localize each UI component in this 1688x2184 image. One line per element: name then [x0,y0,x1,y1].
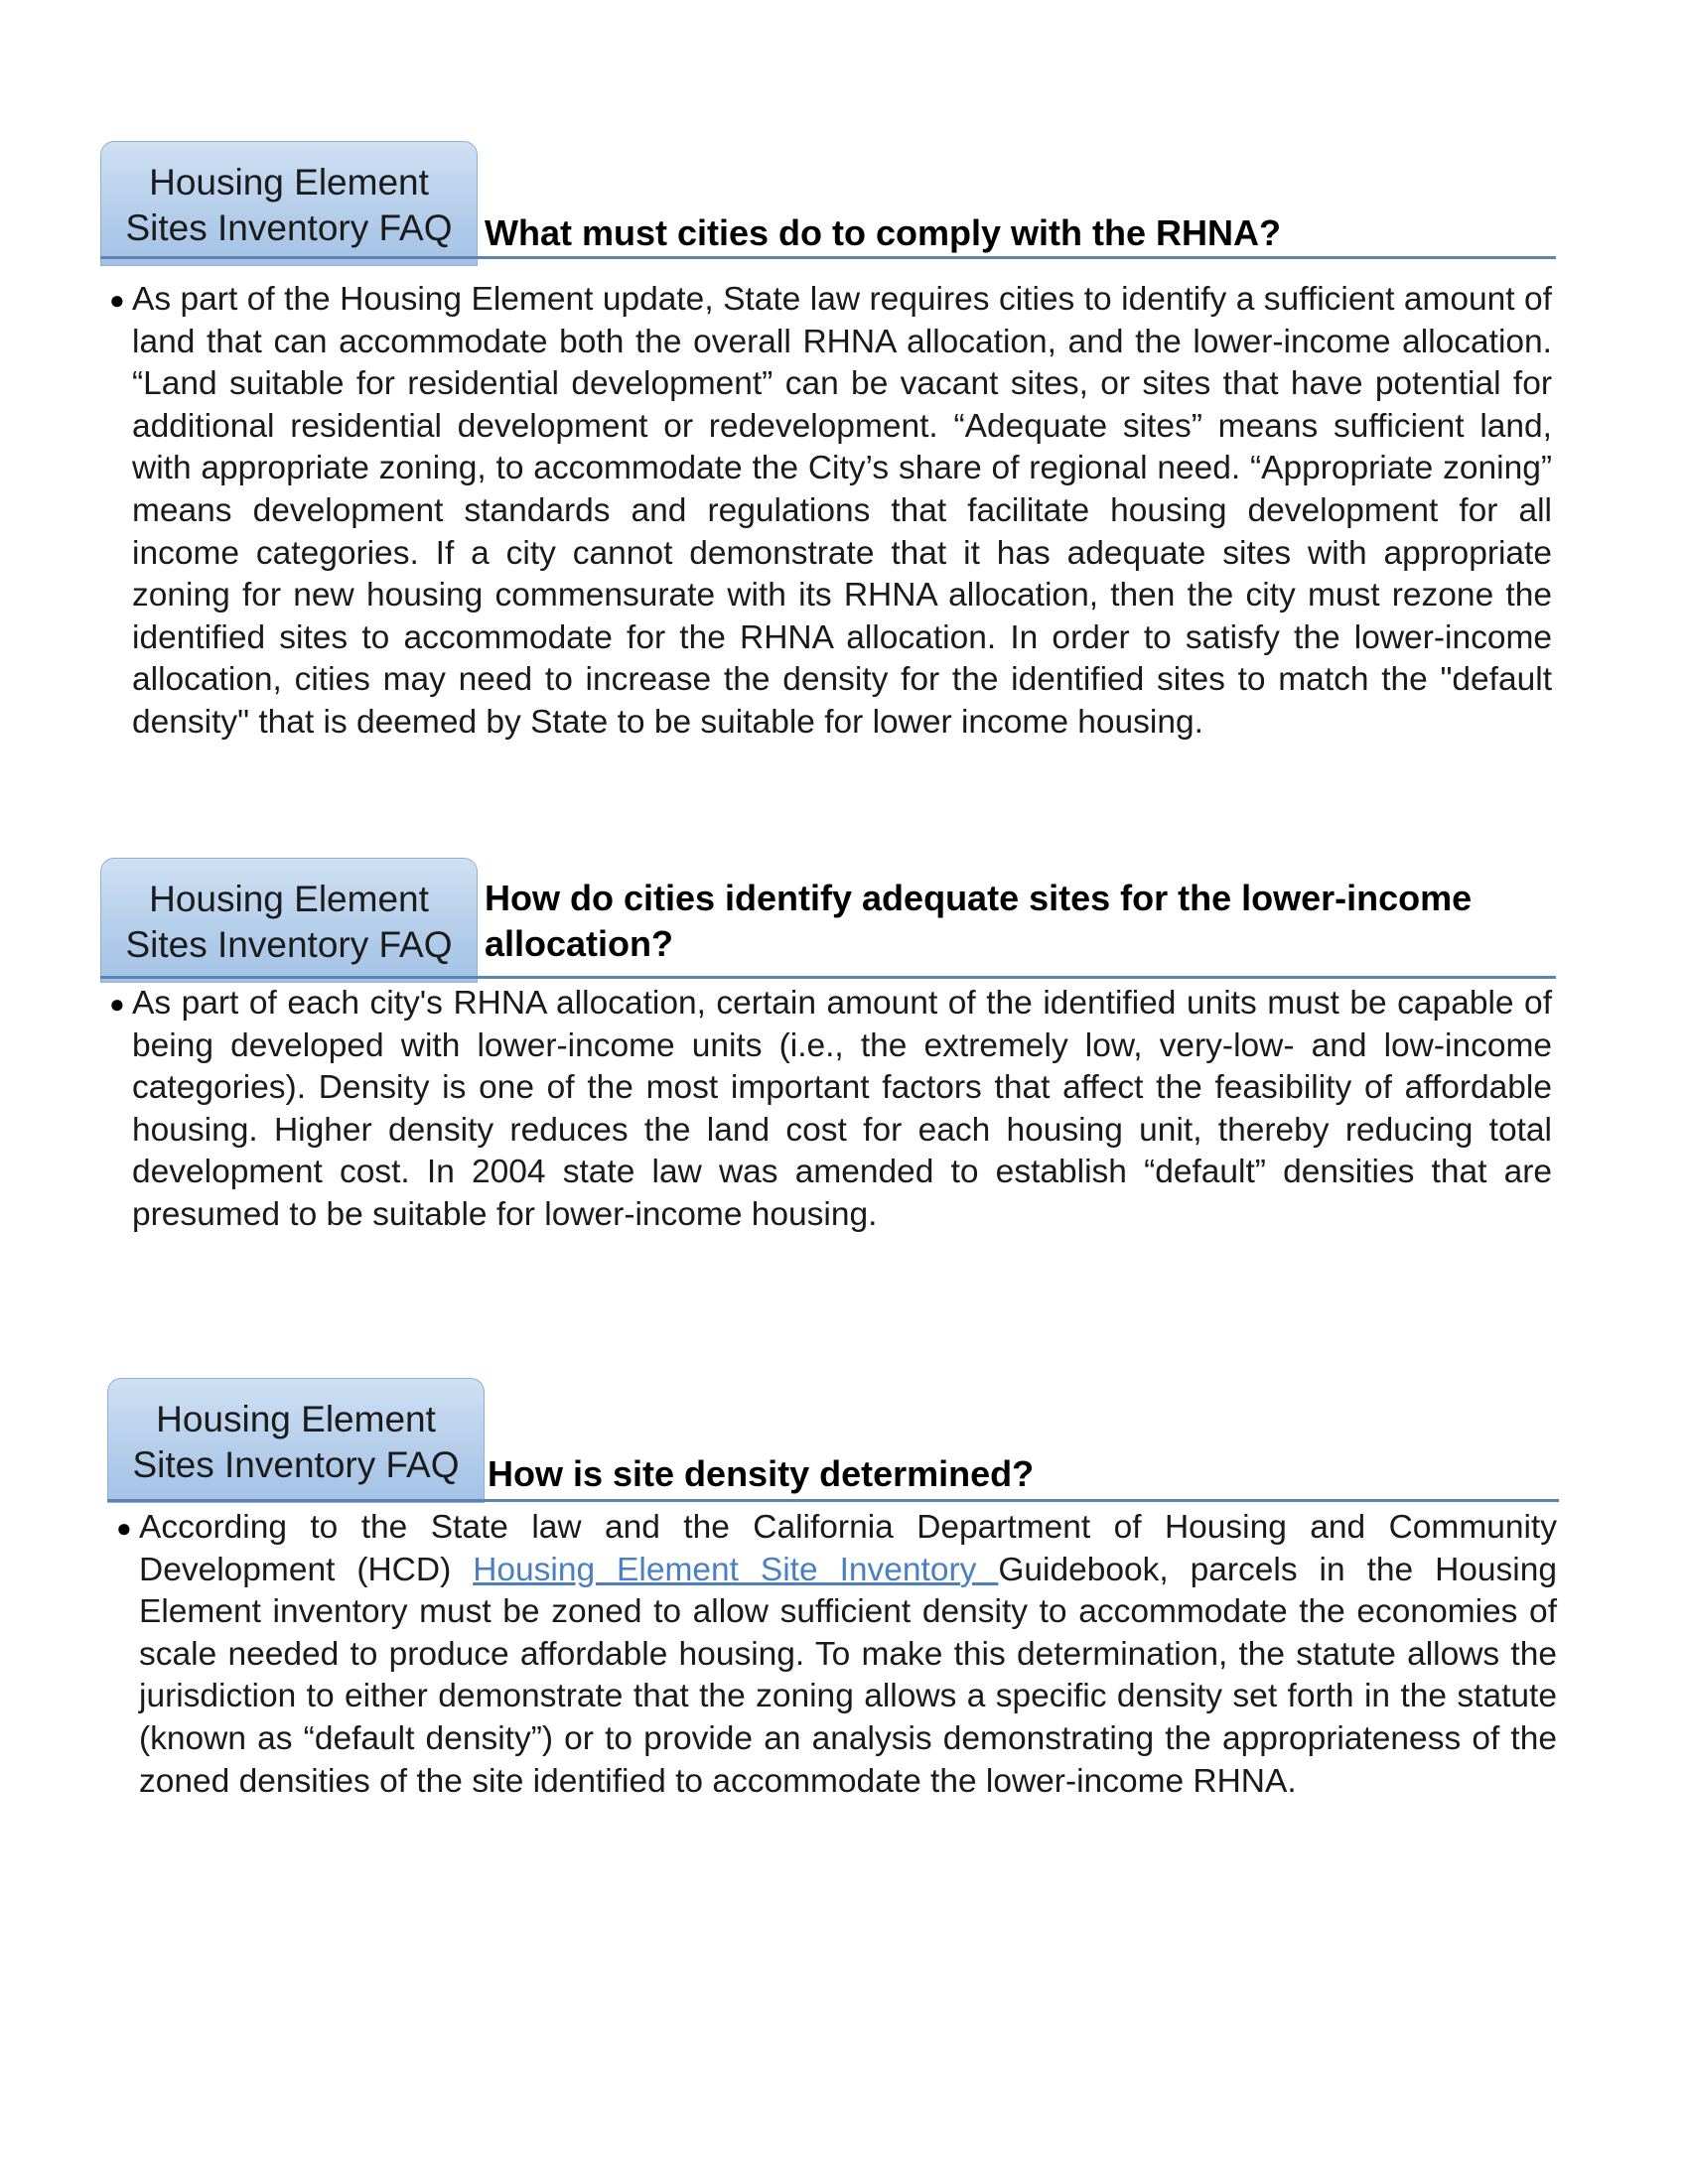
bullet-icon: ● [109,989,125,1019]
faq-question-2-line1: How do cities identify adequate sites for the lower-income [485,878,1473,918]
faq-answer-1: As part of the Housing Element update, State law requires cities to identify a sufficient amount of land that can accommodate both the overall RHNA allocation, and the lower-income allocation. “Land suitable for residential development” can be vacant sites, or sites that have potential for additional residential development or redevelopment. “Adequate sites” means sufficient land, with appropriate zoning, to accommodate the City’s share of regional need. “Appropriate zoning” means development standards and regulations that facilitate housing development for all income categories. If a city cannot demonstrate that it has adequate sites with appropriate zoning for new housing commensurate with its RHNA allocation, then the city must rezone the identified sites to accommodate for the RHNA allocation. In order to satisfy the lower-income allocation, cities may need to increase the density for the identified sites to match the "default density" that is deemed by State to be suitable for lower income housing. [132,281,1552,741]
faq-tab-2-line2: Sites Inventory FAQ [125,924,453,965]
faq-tab-3-line1: Housing Element [156,1399,436,1439]
faq-divider-1 [100,256,1556,259]
faq-answer-3-text-start: According to the State law and the California Department of Housing and Community Development (HCD) [139,1509,1557,1588]
faq-question-1: What must cities do to comply with the RHNA? [485,212,1282,253]
faq-divider-2 [100,976,1556,979]
housing-element-site-inventory-link[interactable]: Housing Element Site Inventory [473,1551,999,1588]
bullet-icon: ● [116,1513,132,1543]
faq-question-3: How is site density determined? [488,1453,1035,1494]
faq-answer-3-text-end: Guidebook, parcels in the Housing Element inventory must be zoned to allow sufficient density to accommodate the economies of scale needed to produce affordable housing. To make this determination, the statute allows the jurisdiction to either demonstrate that the zoning allows a specific density set forth in the statute (known as “default density”) or to provide an analysis demonstrating the appropriateness of the zoned densities of the site identified to accommodate the lower-income RHNA. [139,1551,1557,1800]
faq-question-2 [485,876,1472,967]
faq-question-2-line2: allocation? [485,923,674,964]
faq-answer-2: As part of each city's RHNA allocation, certain amount of the identified units must be capable of being developed with lower-income units (i.e., the extremely low, very-low- and low-income categories). Density is one of the most important factors that affect the feasibility of affordable housing. Higher density reduces the land cost for each housing unit, thereby reducing total development cost. In 2004 state law was amended to establish “default” densities that are presumed to be suitable for lower-income housing. [132,985,1552,1233]
faq-tab-1-line2: Sites Inventory FAQ [125,207,453,248]
faq-tab-1 [100,141,478,266]
faq-tab-3-line2: Sites Inventory FAQ [132,1444,460,1485]
faq-tab-2-line1: Housing Element [149,879,429,919]
bullet-icon: ● [109,285,125,315]
faq-tab-2 [100,858,478,983]
faq-answer-3 [139,1507,1557,1803]
faq-divider-3 [107,1499,1559,1502]
faq-tab-3 [107,1378,485,1503]
faq-tab-1-line1: Housing Element [149,162,429,203]
